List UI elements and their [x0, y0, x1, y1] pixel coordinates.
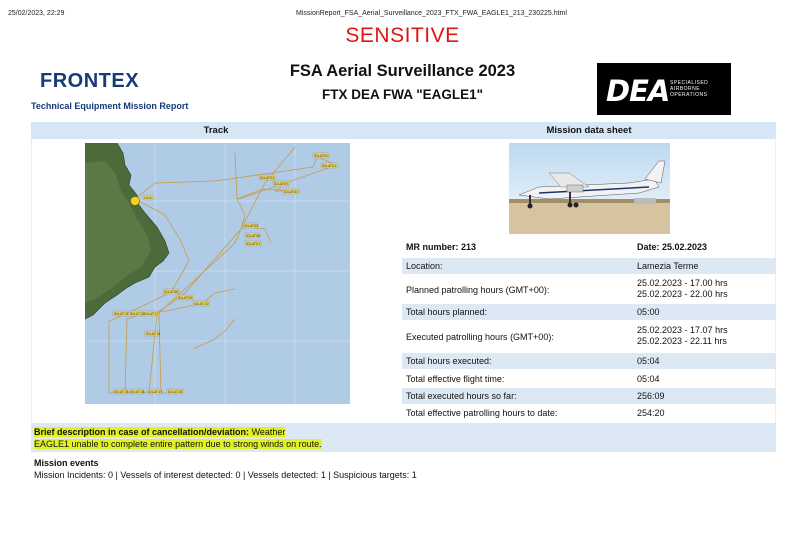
- row-value: 25.02.2023 - 17.00 hrs: [637, 278, 728, 288]
- dea-logo-tagline: [670, 80, 708, 98]
- mission-events-summary: Mission Incidents: 0 | Vessels of interest detected: 0 | Vessels detected: 1 | Suspicious targets: 1: [34, 470, 417, 480]
- track-section-heading: Track: [203, 125, 229, 136]
- table-row: [402, 258, 776, 274]
- row-label: Total effective flight time:: [406, 374, 505, 384]
- brief-label: Brief description in case of cancellation/deviation:: [34, 427, 250, 437]
- waypoint-label: IDLAT03: [274, 182, 289, 186]
- mission-data-section-heading: Mission data sheet: [546, 125, 632, 136]
- waypoint-label: IDLAT05: [244, 224, 259, 228]
- row-label: Total hours planned:: [406, 307, 488, 317]
- dea-tagline-line: SPECIALISED: [670, 80, 709, 86]
- row-value: 25.02.2023 - 22.00 hrs: [637, 289, 728, 299]
- row-label: Executed patrolling hours (GMT+00):: [406, 332, 554, 342]
- base-airport-marker: [131, 197, 140, 206]
- table-row: [402, 322, 776, 350]
- table-row: [402, 304, 776, 320]
- waypoint-label: IDLAT01: [322, 164, 337, 168]
- brief-description-heading: [34, 427, 285, 437]
- mission-events-heading: Mission events: [34, 458, 99, 468]
- row-label: Total effective patrolling hours to date:: [406, 408, 558, 418]
- table-row: [402, 276, 776, 302]
- dea-tagline-line: OPERATIONS: [670, 92, 708, 98]
- airport-label: LICA: [144, 196, 152, 200]
- waypoint-label: IDLAT11: [114, 312, 129, 316]
- row-value: 25.02.2023 - 17.07 hrs: [637, 325, 728, 335]
- table-row: [402, 405, 776, 421]
- dea-logo-mark: DEA: [606, 74, 670, 108]
- waypoint-label: IDLAT18: [168, 390, 183, 394]
- dea-tagline-line: AIRBORNE: [670, 86, 701, 92]
- waypoint-label: IDLAT12: [130, 312, 145, 316]
- frontex-logo: FRONTEX: [40, 70, 140, 92]
- row-value: 05:00: [637, 307, 660, 317]
- waypoint-label: IDLAT16: [130, 390, 145, 394]
- waypoint-label: IDLAT02: [260, 176, 275, 180]
- waypoint-label: IDLAT15: [114, 390, 129, 394]
- row-label: Total hours executed:: [406, 356, 492, 366]
- row-value: 256:09: [637, 391, 665, 401]
- mr-number: MR number: 213: [406, 242, 477, 252]
- classification-marking: SENSITIVE: [345, 24, 460, 47]
- brief-detail-text: EAGLE1 unable to complete entire pattern due to strong winds on route.: [34, 439, 322, 449]
- print-filename: MissionReport_FSA_Aerial_Surveillance_2023_FTX_FWA_EAGLE1_213_230225.html: [296, 10, 567, 17]
- waypoint-label: IDLAT17: [148, 390, 163, 394]
- table-row: [402, 388, 776, 404]
- mr-header-row: [402, 242, 776, 258]
- waypoint-label: IDLAT00: [314, 154, 329, 158]
- row-value: 05:04: [637, 356, 660, 366]
- row-value: 25.02.2023 - 22.11 hrs: [637, 336, 727, 346]
- row-label: Location:: [406, 261, 443, 271]
- waypoint-label: IDLAT09: [178, 296, 193, 300]
- print-datetime: 25/02/2023, 22:29: [8, 10, 65, 17]
- table-row: [402, 371, 776, 387]
- waypoint-label: IDLAT06: [246, 234, 261, 238]
- row-label: Total executed hours so far:: [406, 391, 517, 401]
- waypoint-label: IDLAT10: [194, 302, 209, 306]
- waypoint-label: IDLAT08: [164, 290, 179, 294]
- waypoint-label: IDLAT13: [144, 312, 159, 316]
- waypoint-label: IDLAT14: [146, 332, 161, 336]
- row-label: Planned patrolling hours (GMT+00):: [406, 285, 550, 295]
- report-subtitle: FTX DEA FWA "EAGLE1": [321, 87, 484, 102]
- brief-description-detail: [34, 439, 322, 449]
- aircraft-photo: [509, 143, 670, 234]
- row-value: Lamezia Terme: [637, 261, 699, 271]
- table-row: [402, 353, 776, 369]
- dea-logo: [597, 63, 731, 115]
- mission-date: Date: 25.02.2023: [637, 242, 708, 252]
- brief-reason: Weather: [251, 427, 286, 437]
- report-type-subtitle: Technical Equipment Mission Report: [31, 101, 189, 111]
- waypoint-label: IDLAT04: [284, 190, 299, 194]
- report-title: FSA Aerial Surveillance 2023: [289, 62, 516, 80]
- row-value: 05:04: [637, 374, 660, 384]
- row-value: 254:20: [637, 408, 665, 418]
- track-map: [85, 143, 350, 404]
- waypoint-label: IDLAT07: [246, 242, 261, 246]
